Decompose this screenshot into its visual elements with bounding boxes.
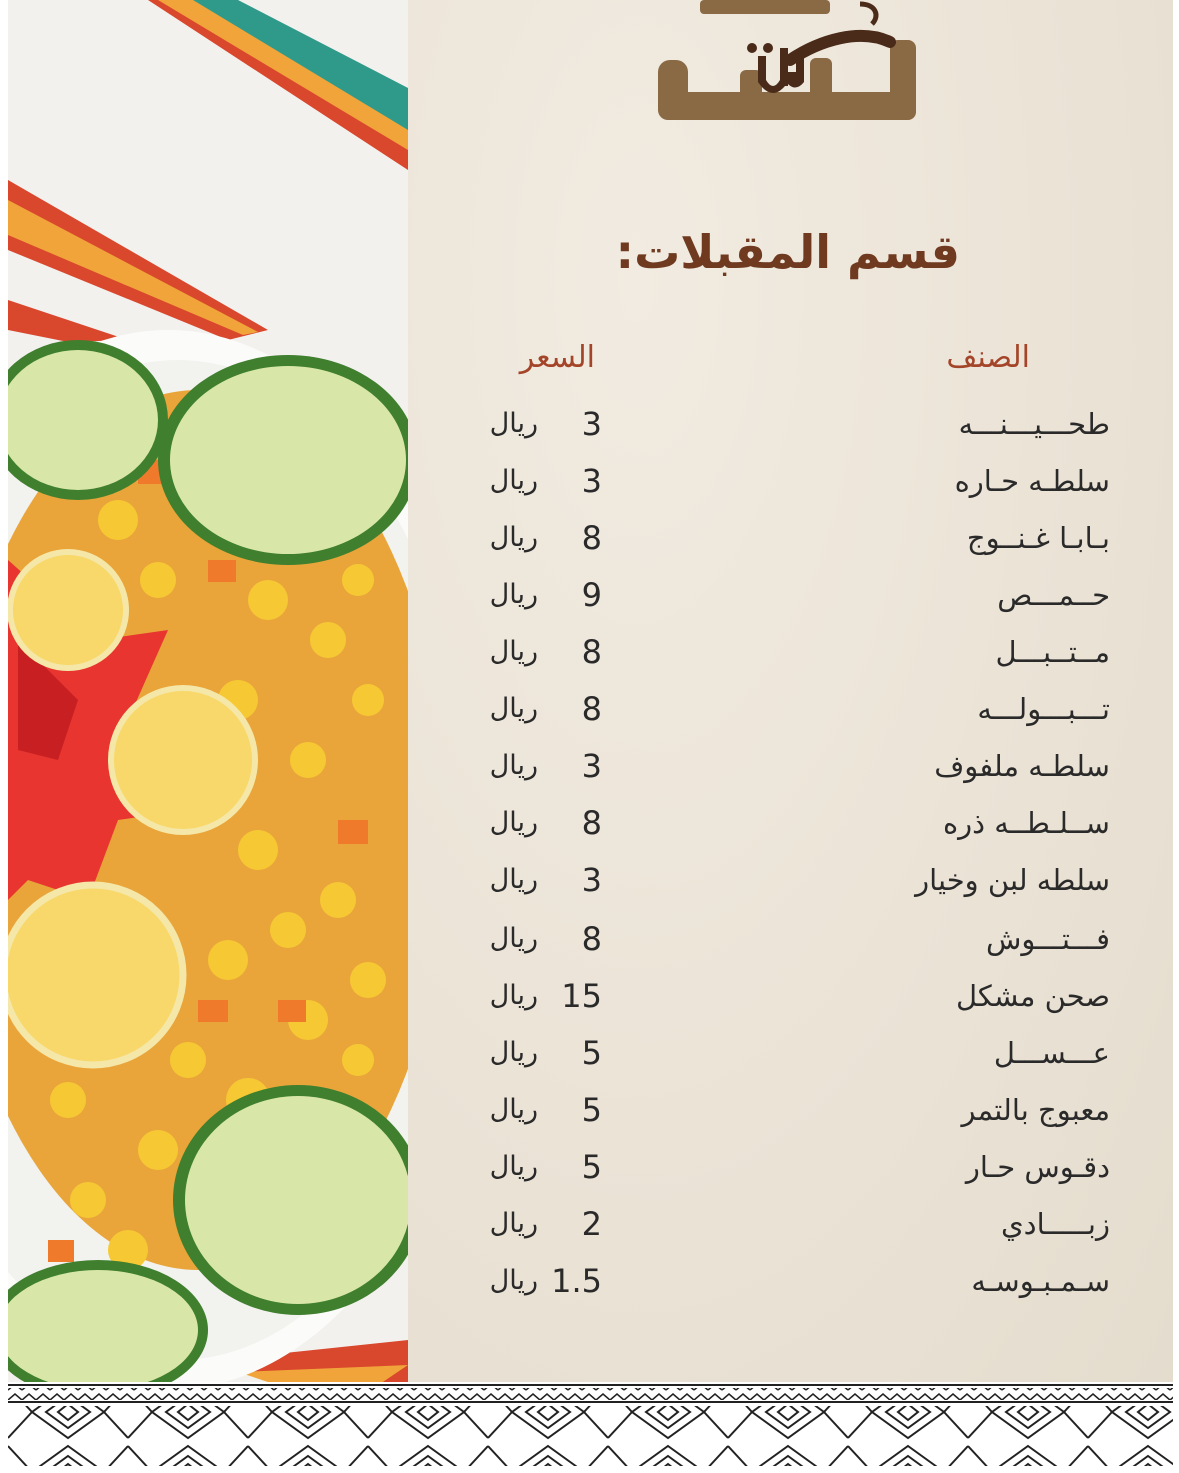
menu-row [430,917,1110,961]
menu-row [430,687,1110,731]
salad-illustration [8,0,408,1392]
menu-row [430,459,1110,503]
item-name: فـــتـــوش [986,922,1110,956]
logo-graphic [640,0,930,150]
item-currency: ريال [489,522,538,553]
item-price: 8 [581,519,602,557]
border-pattern [8,1382,1173,1469]
menu-row [430,858,1110,902]
salad-photo [8,0,408,1392]
item-price: 9 [581,576,602,614]
item-currency: ريال [489,1037,538,1068]
item-currency: ريال [489,1151,538,1182]
item-price: 3 [581,462,602,500]
item-currency: ريال [489,465,538,496]
menu-row [430,801,1110,845]
item-name: طحـــيـــنـــه [958,407,1110,441]
item-name: حــمـــص [997,578,1110,612]
item-currency: ريال [489,750,538,781]
item-price: 8 [581,633,602,671]
item-name: تـــبـــولـــه [977,692,1110,726]
item-name: سلطـه حـاره [954,464,1110,498]
item-price: 3 [581,405,602,443]
item-name: سلطه لبن وخيار [915,863,1110,897]
right-margin [1173,0,1179,1469]
item-currency: ريال [489,1208,538,1239]
menu-row [430,1088,1110,1132]
menu-row [430,744,1110,788]
item-currency: ريال [489,693,538,724]
item-price: 5 [581,1091,602,1129]
item-price: 15 [561,977,602,1015]
item-price: 5 [581,1034,602,1072]
item-currency: ريال [489,636,538,667]
menu-row [430,1202,1110,1246]
menu-row [430,630,1110,674]
item-name: سلطـه ملفوف [934,749,1110,783]
item-currency: ريال [489,923,538,954]
column-header-item: الصنف [946,340,1030,375]
menu-row [430,1145,1110,1189]
item-name: مــتــبـــل [995,635,1110,669]
item-name: زبـــــادي [1000,1207,1110,1241]
item-price: 2 [581,1205,602,1243]
item-name: ســلـطــه ذره [942,806,1110,840]
item-currency: ريال [489,579,538,610]
item-name: عـــســـل [993,1036,1110,1070]
item-price: 3 [581,747,602,785]
item-name: بـابـا غـنــوج [966,521,1110,555]
section-title: قسم المقبلات: [615,225,960,279]
menu-row [430,573,1110,617]
item-price: 8 [581,920,602,958]
item-currency: ريال [489,408,538,439]
menu-row [430,974,1110,1018]
item-price: 1.5 [551,1262,602,1300]
item-price: 3 [581,861,602,899]
menu-row [430,516,1110,560]
item-name: معبوج بالتمر [961,1093,1110,1127]
item-name: دقـوس حـار [965,1150,1110,1184]
restaurant-logo [640,0,930,150]
item-currency: ريال [489,864,538,895]
item-currency: ريال [489,807,538,838]
item-price: 8 [581,690,602,728]
item-currency: ريال [489,980,538,1011]
item-name: سـمـبـوسـه [971,1264,1110,1298]
item-currency: ريال [489,1265,538,1296]
item-price: 5 [581,1148,602,1186]
decorative-border [8,1382,1173,1469]
menu-row [430,1259,1110,1303]
column-header-price: السعر [519,340,595,375]
menu-row [430,402,1110,446]
item-currency: ريال [489,1094,538,1125]
item-price: 8 [581,804,602,842]
menu-row [430,1031,1110,1075]
item-name: صحن مشكل [955,979,1110,1013]
